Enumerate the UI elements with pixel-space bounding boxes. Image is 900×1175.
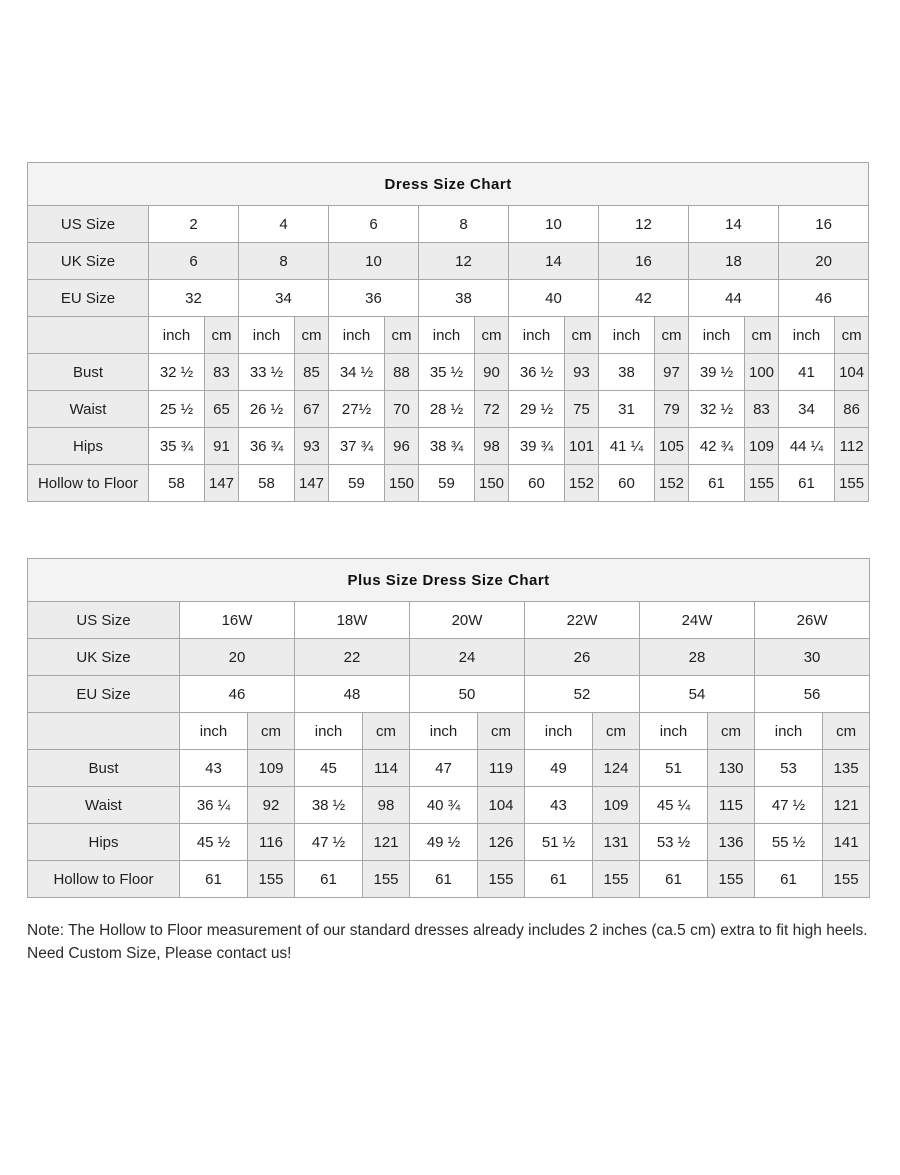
note-custom-size: Need Custom Size, Please contact us! <box>27 945 292 962</box>
table-title: Dress Size Chart <box>28 163 869 206</box>
measure-inch-cell: 26 ½ <box>239 391 295 428</box>
unit-cm-header: cm <box>205 317 239 354</box>
measure-cm-cell: 119 <box>478 750 525 787</box>
size-cell: 6 <box>329 206 419 243</box>
measure-cm-cell: 88 <box>385 354 419 391</box>
unit-row-spacer <box>28 713 180 750</box>
row-label: Hollow to Floor <box>28 861 180 898</box>
measure-inch-cell: 36 ¼ <box>180 787 248 824</box>
measure-inch-cell: 27½ <box>329 391 385 428</box>
measure-cm-cell: 124 <box>593 750 640 787</box>
measure-inch-cell: 49 <box>525 750 593 787</box>
size-cell: 8 <box>419 206 509 243</box>
size-cell: 56 <box>755 676 870 713</box>
size-cell: 24 <box>410 639 525 676</box>
unit-inch-header: inch <box>755 713 823 750</box>
measure-cm-cell: 126 <box>478 824 525 861</box>
measure-cm-cell: 141 <box>823 824 870 861</box>
measure-cm-cell: 90 <box>475 354 509 391</box>
measure-cm-cell: 85 <box>295 354 329 391</box>
measure-inch-cell: 61 <box>295 861 363 898</box>
measure-inch-cell: 51 <box>640 750 708 787</box>
unit-cm-header: cm <box>708 713 755 750</box>
row-label: EU Size <box>28 280 149 317</box>
unit-cm-header: cm <box>295 317 329 354</box>
measure-cm-cell: 109 <box>248 750 295 787</box>
measure-cm-cell: 72 <box>475 391 509 428</box>
measure-cm-cell: 83 <box>745 391 779 428</box>
measure-cm-cell: 70 <box>385 391 419 428</box>
size-cell: 20 <box>779 243 869 280</box>
measure-inch-cell: 53 ½ <box>640 824 708 861</box>
row-label: Bust <box>28 354 149 391</box>
size-cell: 46 <box>779 280 869 317</box>
measure-cm-cell: 96 <box>385 428 419 465</box>
measure-inch-cell: 37 ¾ <box>329 428 385 465</box>
measure-inch-cell: 36 ½ <box>509 354 565 391</box>
measure-inch-cell: 36 ¾ <box>239 428 295 465</box>
size-cell: 26W <box>755 602 870 639</box>
unit-inch-header: inch <box>689 317 745 354</box>
unit-cm-header: cm <box>478 713 525 750</box>
measure-inch-cell: 58 <box>149 465 205 502</box>
measure-inch-cell: 38 ½ <box>295 787 363 824</box>
unit-cm-header: cm <box>745 317 779 354</box>
measure-cm-cell: 104 <box>835 354 869 391</box>
unit-inch-header: inch <box>525 713 593 750</box>
measure-inch-cell: 61 <box>689 465 745 502</box>
measure-cm-cell: 92 <box>248 787 295 824</box>
size-cell: 34 <box>239 280 329 317</box>
measure-cm-cell: 114 <box>363 750 410 787</box>
measure-cm-cell: 104 <box>478 787 525 824</box>
measure-cm-cell: 109 <box>593 787 640 824</box>
size-cell: 20W <box>410 602 525 639</box>
measure-inch-cell: 34 ½ <box>329 354 385 391</box>
size-cell: 46 <box>180 676 295 713</box>
measure-inch-cell: 39 ½ <box>689 354 745 391</box>
notes <box>27 919 877 965</box>
measure-cm-cell: 130 <box>708 750 755 787</box>
measure-cm-cell: 152 <box>565 465 599 502</box>
measure-inch-cell: 25 ½ <box>149 391 205 428</box>
measure-inch-cell: 38 ¾ <box>419 428 475 465</box>
size-cell: 10 <box>329 243 419 280</box>
measure-inch-cell: 60 <box>509 465 565 502</box>
measure-inch-cell: 61 <box>180 861 248 898</box>
measure-inch-cell: 41 <box>779 354 835 391</box>
measure-inch-cell: 35 ¾ <box>149 428 205 465</box>
measure-cm-cell: 150 <box>385 465 419 502</box>
unit-inch-header: inch <box>779 317 835 354</box>
unit-cm-header: cm <box>823 713 870 750</box>
unit-cm-header: cm <box>363 713 410 750</box>
unit-cm-header: cm <box>565 317 599 354</box>
measure-inch-cell: 60 <box>599 465 655 502</box>
size-cell: 36 <box>329 280 419 317</box>
measure-cm-cell: 116 <box>248 824 295 861</box>
size-cell: 14 <box>509 243 599 280</box>
measure-inch-cell: 43 <box>180 750 248 787</box>
measure-cm-cell: 121 <box>363 824 410 861</box>
measure-inch-cell: 35 ½ <box>419 354 475 391</box>
measure-inch-cell: 59 <box>419 465 475 502</box>
row-label: Hips <box>28 428 149 465</box>
measure-cm-cell: 147 <box>295 465 329 502</box>
measure-cm-cell: 155 <box>708 861 755 898</box>
measure-inch-cell: 59 <box>329 465 385 502</box>
size-cell: 22W <box>525 602 640 639</box>
measure-inch-cell: 33 ½ <box>239 354 295 391</box>
row-label: Waist <box>28 787 180 824</box>
unit-row-spacer <box>28 317 149 354</box>
table-title: Plus Size Dress Size Chart <box>28 559 870 602</box>
row-label: Hollow to Floor <box>28 465 149 502</box>
measure-cm-cell: 135 <box>823 750 870 787</box>
measure-cm-cell: 97 <box>655 354 689 391</box>
measure-cm-cell: 98 <box>475 428 509 465</box>
unit-inch-header: inch <box>295 713 363 750</box>
size-cell: 10 <box>509 206 599 243</box>
measure-inch-cell: 61 <box>525 861 593 898</box>
measure-inch-cell: 32 ½ <box>689 391 745 428</box>
size-cell: 50 <box>410 676 525 713</box>
size-cell: 22 <box>295 639 410 676</box>
measure-inch-cell: 47 <box>410 750 478 787</box>
row-label: Waist <box>28 391 149 428</box>
size-cell: 18 <box>689 243 779 280</box>
measure-cm-cell: 155 <box>248 861 295 898</box>
size-cell: 32 <box>149 280 239 317</box>
size-cell: 18W <box>295 602 410 639</box>
measure-cm-cell: 75 <box>565 391 599 428</box>
measure-cm-cell: 65 <box>205 391 239 428</box>
dress-size-chart <box>27 162 869 502</box>
measure-inch-cell: 61 <box>755 861 823 898</box>
size-cell: 16 <box>599 243 689 280</box>
measure-cm-cell: 147 <box>205 465 239 502</box>
measure-cm-cell: 105 <box>655 428 689 465</box>
measure-cm-cell: 93 <box>295 428 329 465</box>
measure-inch-cell: 31 <box>599 391 655 428</box>
measure-cm-cell: 83 <box>205 354 239 391</box>
unit-cm-header: cm <box>385 317 419 354</box>
measure-inch-cell: 34 <box>779 391 835 428</box>
measure-cm-cell: 79 <box>655 391 689 428</box>
measure-cm-cell: 155 <box>745 465 779 502</box>
row-label: Bust <box>28 750 180 787</box>
size-cell: 16 <box>779 206 869 243</box>
measure-cm-cell: 155 <box>478 861 525 898</box>
size-cell: 4 <box>239 206 329 243</box>
size-cell: 6 <box>149 243 239 280</box>
measure-inch-cell: 51 ½ <box>525 824 593 861</box>
unit-inch-header: inch <box>149 317 205 354</box>
measure-inch-cell: 45 ¼ <box>640 787 708 824</box>
measure-cm-cell: 98 <box>363 787 410 824</box>
unit-cm-header: cm <box>835 317 869 354</box>
measure-cm-cell: 86 <box>835 391 869 428</box>
measure-inch-cell: 47 ½ <box>755 787 823 824</box>
measure-cm-cell: 121 <box>823 787 870 824</box>
unit-inch-header: inch <box>509 317 565 354</box>
measure-inch-cell: 29 ½ <box>509 391 565 428</box>
size-cell: 24W <box>640 602 755 639</box>
row-label: UK Size <box>28 639 180 676</box>
unit-inch-header: inch <box>419 317 475 354</box>
note-hollow-to-floor: Note: The Hollow to Floor measurement of our standard dresses already includes 2 inches (ca.5 cm) extra to fit high heels. <box>27 922 868 939</box>
measure-inch-cell: 61 <box>410 861 478 898</box>
table-gap <box>27 502 900 558</box>
size-cell: 8 <box>239 243 329 280</box>
size-cell: 44 <box>689 280 779 317</box>
measure-inch-cell: 44 ¼ <box>779 428 835 465</box>
unit-cm-header: cm <box>593 713 640 750</box>
plus-size-dress-size-chart <box>27 558 870 898</box>
row-label: EU Size <box>28 676 180 713</box>
measure-inch-cell: 38 <box>599 354 655 391</box>
measure-cm-cell: 100 <box>745 354 779 391</box>
size-cell: 52 <box>525 676 640 713</box>
measure-cm-cell: 109 <box>745 428 779 465</box>
measure-inch-cell: 32 ½ <box>149 354 205 391</box>
measure-inch-cell: 47 ½ <box>295 824 363 861</box>
size-cell: 42 <box>599 280 689 317</box>
measure-cm-cell: 150 <box>475 465 509 502</box>
size-cell: 48 <box>295 676 410 713</box>
measure-cm-cell: 155 <box>823 861 870 898</box>
measure-inch-cell: 41 ¼ <box>599 428 655 465</box>
measure-inch-cell: 43 <box>525 787 593 824</box>
measure-cm-cell: 131 <box>593 824 640 861</box>
measure-inch-cell: 53 <box>755 750 823 787</box>
unit-cm-header: cm <box>248 713 295 750</box>
measure-cm-cell: 112 <box>835 428 869 465</box>
measure-inch-cell: 61 <box>640 861 708 898</box>
size-cell: 16W <box>180 602 295 639</box>
row-label: US Size <box>28 602 180 639</box>
measure-cm-cell: 152 <box>655 465 689 502</box>
size-cell: 30 <box>755 639 870 676</box>
measure-inch-cell: 45 ½ <box>180 824 248 861</box>
size-cell: 14 <box>689 206 779 243</box>
size-cell: 2 <box>149 206 239 243</box>
measure-cm-cell: 101 <box>565 428 599 465</box>
measure-inch-cell: 42 ¾ <box>689 428 745 465</box>
measure-cm-cell: 155 <box>363 861 410 898</box>
measure-cm-cell: 93 <box>565 354 599 391</box>
measure-inch-cell: 40 ¾ <box>410 787 478 824</box>
unit-cm-header: cm <box>475 317 509 354</box>
measure-inch-cell: 58 <box>239 465 295 502</box>
measure-cm-cell: 115 <box>708 787 755 824</box>
measure-cm-cell: 91 <box>205 428 239 465</box>
size-cell: 54 <box>640 676 755 713</box>
size-cell: 40 <box>509 280 599 317</box>
measure-cm-cell: 136 <box>708 824 755 861</box>
unit-inch-header: inch <box>239 317 295 354</box>
row-label: US Size <box>28 206 149 243</box>
measure-inch-cell: 55 ½ <box>755 824 823 861</box>
row-label: UK Size <box>28 243 149 280</box>
measure-inch-cell: 49 ½ <box>410 824 478 861</box>
unit-cm-header: cm <box>655 317 689 354</box>
measure-inch-cell: 61 <box>779 465 835 502</box>
unit-inch-header: inch <box>329 317 385 354</box>
dress-size-chart-section <box>27 162 900 502</box>
unit-inch-header: inch <box>180 713 248 750</box>
measure-inch-cell: 39 ¾ <box>509 428 565 465</box>
size-cell: 38 <box>419 280 509 317</box>
measure-inch-cell: 28 ½ <box>419 391 475 428</box>
measure-inch-cell: 45 <box>295 750 363 787</box>
measure-cm-cell: 67 <box>295 391 329 428</box>
size-cell: 28 <box>640 639 755 676</box>
size-cell: 26 <box>525 639 640 676</box>
unit-inch-header: inch <box>640 713 708 750</box>
measure-cm-cell: 155 <box>835 465 869 502</box>
size-cell: 12 <box>599 206 689 243</box>
measure-cm-cell: 155 <box>593 861 640 898</box>
size-cell: 20 <box>180 639 295 676</box>
unit-inch-header: inch <box>410 713 478 750</box>
plus-size-dress-size-chart-section <box>27 558 900 898</box>
size-cell: 12 <box>419 243 509 280</box>
unit-inch-header: inch <box>599 317 655 354</box>
row-label: Hips <box>28 824 180 861</box>
